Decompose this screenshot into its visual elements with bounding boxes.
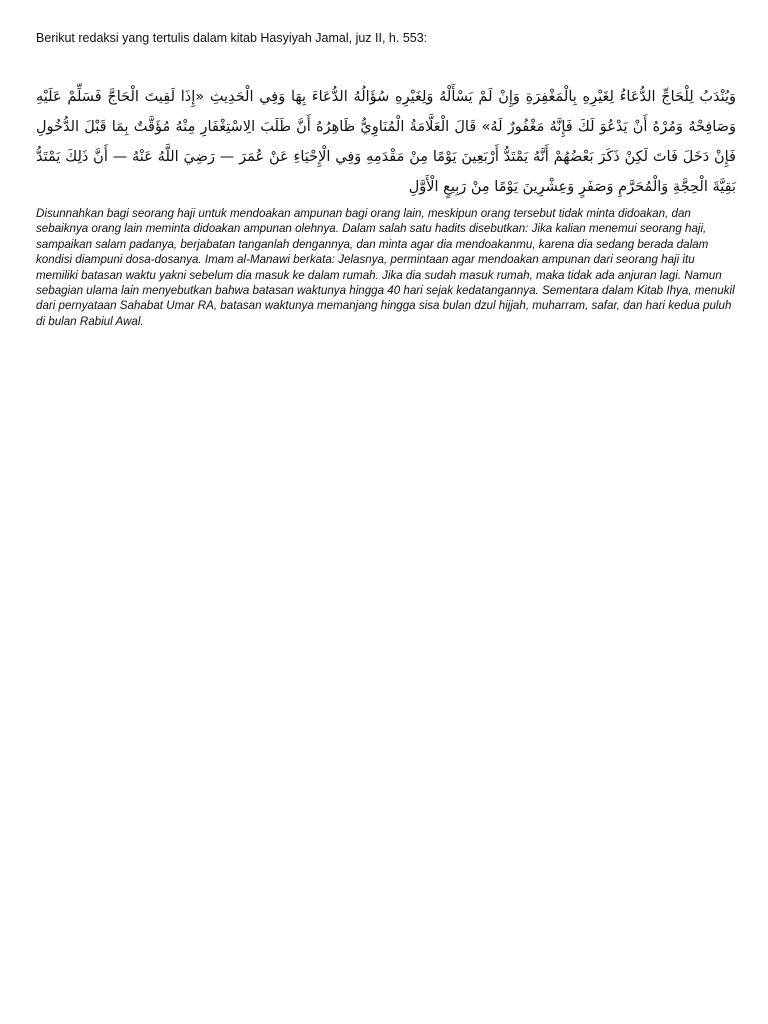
translation-paragraph: Disunnahkan bagi seorang haji untuk mendoakan ampunan bagi orang lain, meskipun orang tersebut tidak minta didoakan, dan sebaiknya orang lain meminta didoakan ampunan olehnya. Dalam salah satu hadits disebutkan: Jika kalian menemui seorang haji, sampaikan salam padanya, berjabatan tanganlah dengannya, dan minta agar dia mendoakanmu, karena dia sedang berada dalam kondisi diampuni dosa-dosanya. Imam al-Manawi berkata: Jelasnya, permintaan agar mendoakan ampunan dari seorang haji itu memiliki batasan waktu yakni sebelum dia masuk ke dalam rumah. Jika dia sudah masuk rumah, maka tidak ada anjuran lagi. Namun sebagian ulama lain menyebutkan bahwa batasan waktunya hingga 40 hari sejak kedatangannya. Sementara dalam Kitab Ihya, menukil dari pernyataan Sahabat Umar RA, batasan waktunya memanjang hingga sisa bulan dzul hijjah, muharram, safar, dan hari kedua puluh di bulan Rabiul Awal. [36, 207, 735, 328]
arabic-quote: وَيُنْدَبُ لِلْحَاجِّ الدُّعَاءُ لِغَيْرِهِ بِالْمَغْفِرَةِ وَإِنْ لَمْ يَسْأَلْهُ وَلِغَيْرِهِ سُؤَالُهُ الدُّعَاءَ بِهَا وَفِي الْحَدِيثِ «إِذَا لَقِيتَ الْحَاجَّ فَسَلِّمْ عَلَيْهِ وَصَافِحْهُ وَمُرْهُ أَنْ يَدْعُوَ لَكَ فَإِنَّهُ مَغْفُورٌ لَهُ» قَالَ الْعَلَّامَةُ الْمُنَاوِيُّ ظَاهِرُهُ أَنَّ طَلَبَ الِاسْتِغْفَارِ مِنْهُ مُؤَقَّتٌ بِمَا قَبْلَ الدُّخُولِ فَإِنْ دَخَلَ فَاتَ لَكِنْ ذَكَرَ بَعْضُهُمْ أَنَّهُ يَمْتَدُّ أَرْبَعِينَ يَوْمًا مِنْ مَقْدَمِهِ وَفِي الْإِحْيَاءِ عَنْ عُمَرَ — رَضِيَ اللَّهُ عَنْهُ — أَنَّ ذَلِكَ يَمْتَدُّ بَقِيَّةَ الْحِجَّةِ وَالْمُحَرَّمِ وَصَفَرٍ وَعِشْرِينَ يَوْمًا مِنْ رَبِيعٍ الْأَوَّلِ [36, 89, 736, 195]
intro-text: Berikut redaksi yang tertulis dalam kitab Hasyiyah Jamal, juz II, h. 553: [36, 31, 428, 45]
